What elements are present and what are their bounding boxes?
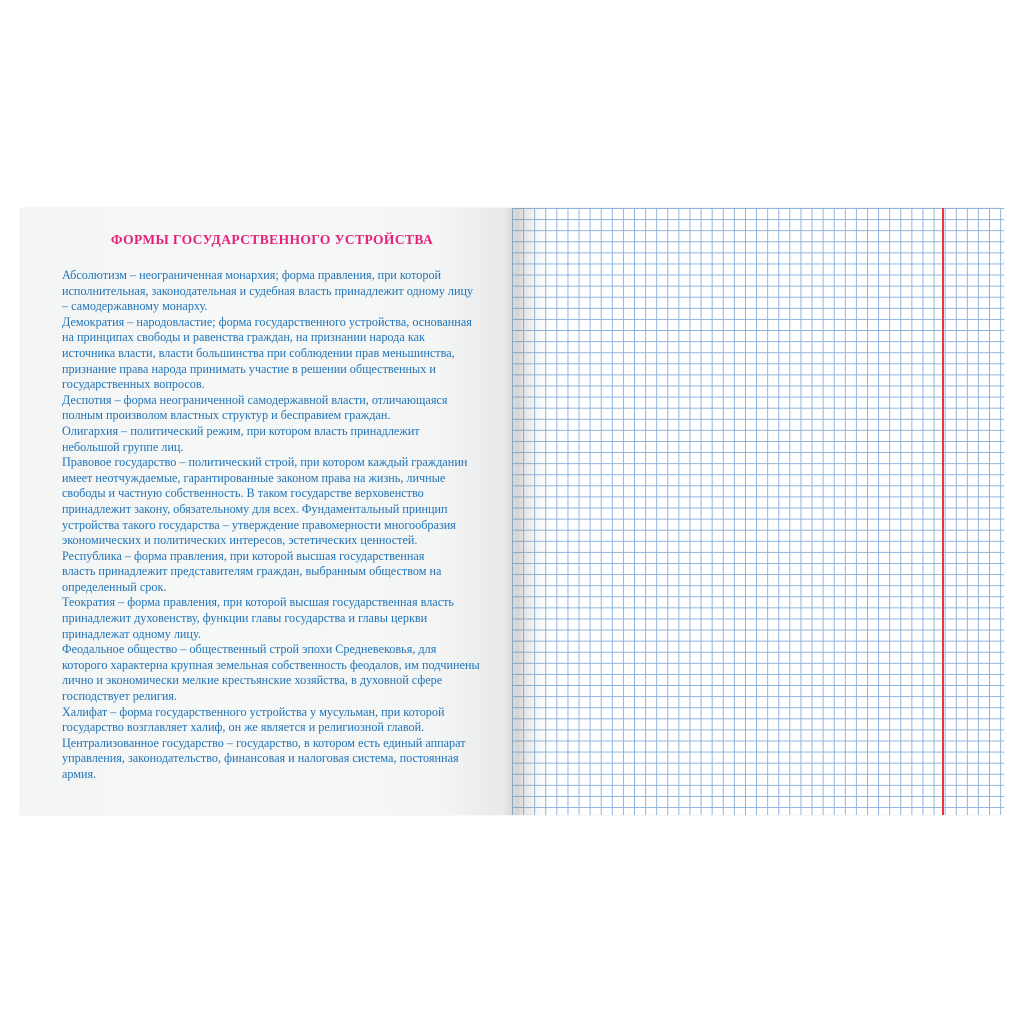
page-fold-shadow (512, 208, 552, 815)
text-line: государство возглавляет халиф, он же является и религиозной главой. (62, 720, 425, 735)
text-line: государственных вопросов. (62, 377, 205, 392)
left-page-reference (20, 208, 512, 815)
text-line: полным произволом властных структур и бесправием граждан. (62, 408, 391, 423)
text-line: власть принадлежит представителям граждан, выбранным обществом на (62, 564, 442, 579)
text-line: исполнительная, законодательная и судебная власть принадлежит одному лицу (62, 283, 474, 298)
text-line: Республика – форма правления, при которой высшая государственная (62, 548, 425, 563)
text-line: принадлежат одному лицу. (62, 626, 201, 641)
text-line: лично и экономически мелкие крестьянские хозяйства, в духовной сфере (62, 673, 443, 688)
text-line: которого характерна крупная земельная собственность феодалов, им подчинены (62, 657, 480, 672)
right-page-grid (512, 208, 1004, 815)
text-line: Теократия – форма правления, при которой высшая государственная власть (62, 595, 454, 610)
text-line: принадлежит духовенству, функции главы государства и главы церкви (62, 611, 428, 626)
text-line: определенный срок. (62, 579, 167, 594)
text-line: управления, законодательство, финансовая и налоговая система, постоянная (62, 751, 459, 766)
text-line: Правовое государство – политический строй, при котором каждый гражданин (62, 455, 468, 470)
text-line: – самодержавному монарху. (62, 299, 208, 314)
text-line: источника власти, власти большинства при соблюдении прав меньшинства, (62, 345, 455, 360)
red-margin-line (942, 208, 944, 815)
text-line: Демократия – народовластие; форма государственного устройства, основанная (62, 314, 472, 329)
text-line: свободы и частную собственность. В таком государстве верховенство (62, 486, 424, 501)
text-line: экономических и политических интересов, эстетических ценностей. (62, 533, 418, 548)
notebook-spread (20, 208, 1004, 815)
text-line: господствует религия. (62, 689, 178, 704)
text-line: Централизованное государство – государство, в котором есть единый аппарат (62, 735, 466, 750)
text-line: небольшой группе лиц. (62, 439, 184, 454)
text-line: Феодальное общество – общественный строй эпохи Средневековья, для (62, 642, 437, 657)
text-line: Халифат – форма государственного устройства у мусульман, при которой (62, 704, 445, 719)
definitions-text (62, 268, 492, 783)
text-line: признание права народа принимать участие в решении общественных и (62, 361, 436, 376)
text-line: имеет неотчуждаемые, гарантированные законом права на жизнь, личные (62, 470, 446, 485)
text-line: устройства такого государства – утверждение правомерности многообразия (62, 517, 456, 532)
text-line: армия. (62, 767, 97, 781)
text-line: принадлежит закону, обязательному для всех. Фундаментальный принцип (62, 501, 448, 516)
text-line: Олигархия – политический режим, при котором власть принадлежит (62, 423, 420, 438)
page-title: ФОРМЫ ГОСУДАРСТВЕННОГО УСТРОЙСТВА (110, 232, 434, 247)
text-line: на принципах свободы и равенства граждан, на признании народа как (62, 330, 425, 345)
text-line: Абсолютизм – неограниченная монархия; форма правления, при которой (62, 268, 442, 282)
text-line: Деспотия – форма неограниченной самодержавной власти, отличающаяся (62, 392, 448, 407)
